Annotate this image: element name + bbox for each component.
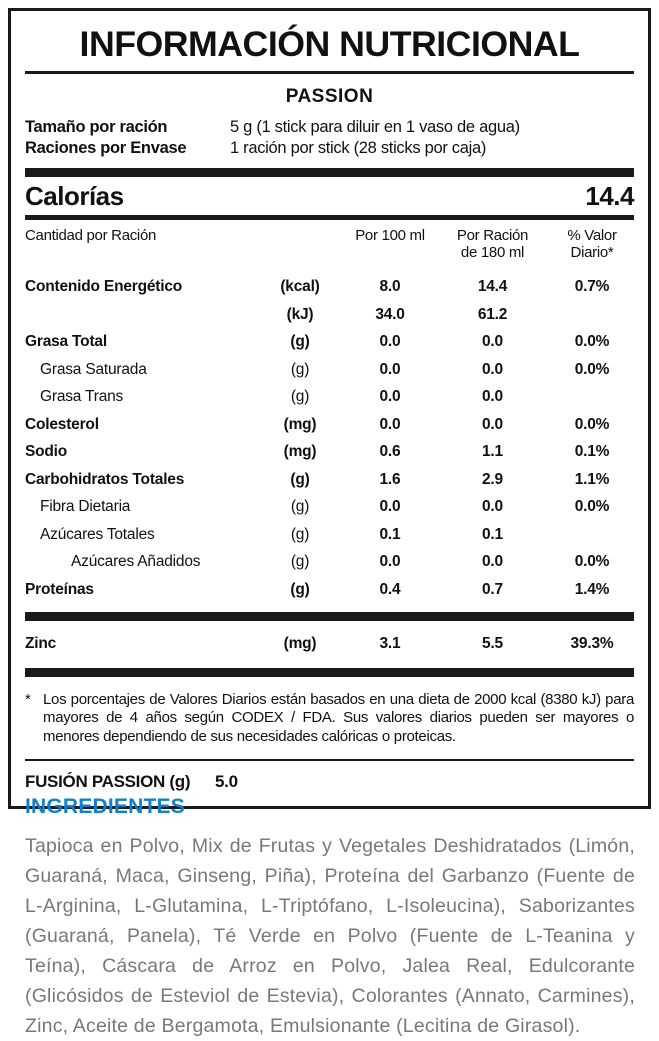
table-row-protein: Proteínas (g) 0.4 0.7 1.4% xyxy=(25,580,610,598)
calories-row xyxy=(25,177,634,215)
serving-size-value: 5 g (1 stick para diluir en 1 vaso de agua) xyxy=(230,118,520,136)
table-row-dietary-fiber: Fibra Dietaria (g) 0.0 0.0 0.0% xyxy=(40,498,610,515)
thick-divider xyxy=(25,612,634,621)
header-daily-value: % Valor Diario* xyxy=(567,227,617,261)
table-row-total-carbohydrate: Carbohidratos Totales (g) 1.6 2.9 1.1% xyxy=(25,470,610,488)
daily-value-footnote xyxy=(25,691,634,747)
serving-info xyxy=(25,117,634,159)
footnote-text: Los porcentajes de Valores Diarios están basados en una dieta de 2000 kcal (8380 kJ) para mayores de 4 años según CODEX / FDA. Sus valores diarios pueden ser mayores o menores dependiendo de sus necesidades calóricas o proteicas. xyxy=(43,690,634,745)
table-row-added-sugars: Azúcares Añadidos (g) 0.0 0.0 0.0% xyxy=(71,553,610,570)
table-row-total-sugars: Azúcares Totales (g) 0.1 0.1 xyxy=(40,525,503,543)
table-row-saturated-fat: Grasa Saturada (g) 0.0 0.0 0.0% xyxy=(40,360,610,378)
table-row-energy-kcal: Contenido Energético (kcal) 8.0 14.4 0.7% xyxy=(25,278,610,295)
calories-label: Calorías xyxy=(25,181,124,211)
table-row-cholesterol: Colesterol (mg) 0.0 0.0 0.0% xyxy=(25,415,610,433)
title-divider xyxy=(25,71,634,74)
nutrient-table xyxy=(25,265,634,603)
table-row-total-fat: Grasa Total (g) 0.0 0.0 0.0% xyxy=(25,333,610,350)
fusion-blend-value: 5.0 xyxy=(215,772,238,791)
ingredients-section xyxy=(25,795,635,1041)
table-row-trans-fat: Grasa Trans (g) 0.0 0.0 xyxy=(40,388,503,405)
header-per-100ml: Por 100 ml xyxy=(355,227,425,244)
header-per-serving-180ml: Por Ración de 180 ml xyxy=(456,227,529,261)
footnote-asterisk: * xyxy=(25,690,31,708)
thick-divider xyxy=(25,668,634,677)
table-row-zinc: Zinc (mg) 3.1 5.5 39.3% xyxy=(25,635,614,652)
micronutrient-table xyxy=(25,621,634,664)
servings-per-container-value: 1 ración por stick (28 sticks por caja) xyxy=(230,139,487,157)
ingredients-heading: INGREDIENTES xyxy=(25,795,185,818)
calories-value: 14.4 xyxy=(585,181,634,211)
fusion-blend-label: FUSIÓN PASSION (g) xyxy=(25,772,191,791)
panel-title: INFORMACIÓN NUTRICIONAL xyxy=(79,25,580,64)
fusion-blend-row xyxy=(25,761,634,796)
servings-per-container-label: Raciones por Envase xyxy=(25,139,187,157)
thick-divider xyxy=(25,168,634,177)
flavor-name: PASSION xyxy=(285,86,374,107)
nutrition-facts-panel xyxy=(8,8,651,809)
table-header-row xyxy=(25,220,634,265)
header-amount-per-serving: Cantidad por Ración xyxy=(25,227,157,244)
table-row-sodium: Sodio (mg) 0.6 1.1 0.1% xyxy=(25,443,610,460)
table-row-energy-kj: (kJ) 34.0 61.2 xyxy=(286,305,508,323)
serving-size-row xyxy=(25,117,634,138)
servings-per-container-row xyxy=(25,138,634,159)
serving-size-label: Tamaño por ración xyxy=(25,118,168,136)
ingredients-text: Tapioca en Polvo, Mix de Frutas y Vegetales Deshidratados (Limón, Guaraná, Maca, Ginseng, Piña), Proteína del Garbanzo (Fuente de L-Arginina, L-Glutamina, L-Triptófano, L-Isoleucina), Saborizantes (Guaraná, Panela), Té Verde en Polvo (Fuente de L-Teanina y Teína), Cáscara de Arroz en Polvo, Jalea Real, Edulcorante (Glicósidos de Esteviol de Estevia), Colorantes (Annato, Carmines), Zinc, Aceite de Bergamota, Emulsionante (Lecitina de Girasol). xyxy=(25,835,635,1037)
